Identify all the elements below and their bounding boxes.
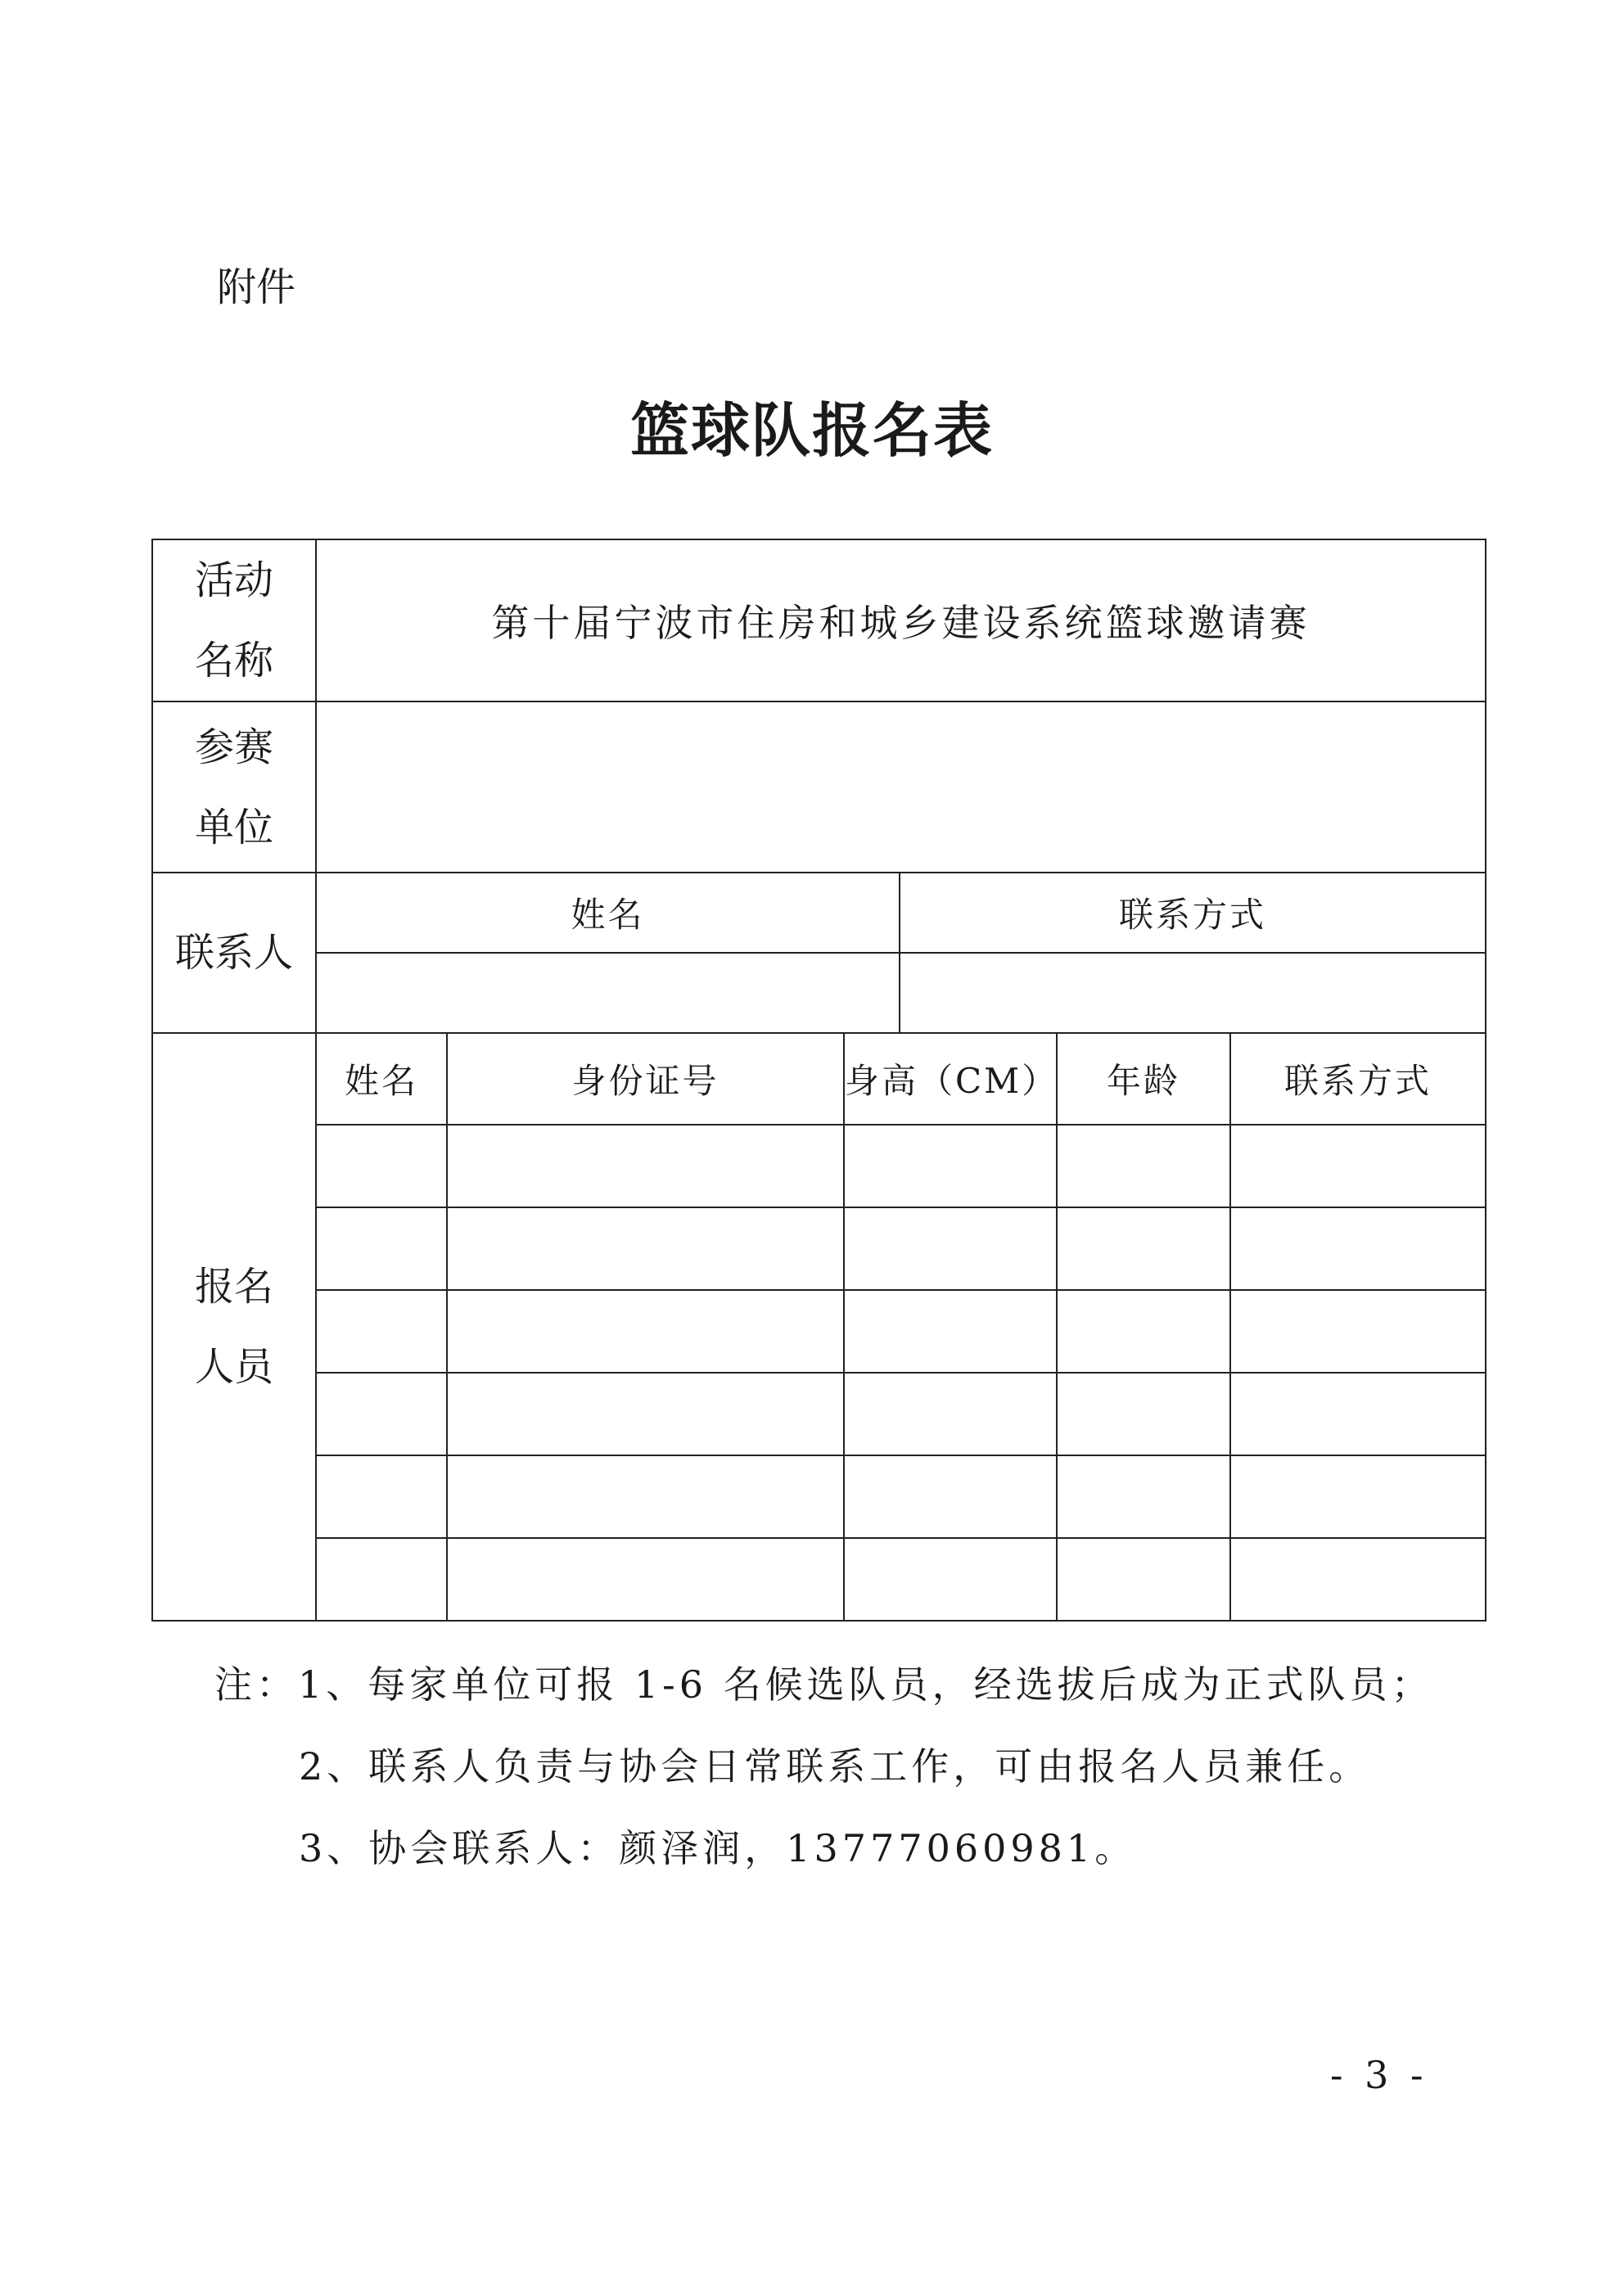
note-line-1: 注：1、每家单位可报 1-6 名候选队员，经选拔后成为正式队员； [214, 1662, 1433, 1707]
participating-unit-label [152, 701, 316, 873]
contact-phone-field[interactable] [900, 953, 1486, 1033]
member-age-cell[interactable] [1057, 1290, 1230, 1373]
member-id-number-cell[interactable] [447, 1373, 844, 1455]
registered-members-label-line1: 报名 [194, 1264, 273, 1310]
member-name-header: 姓名 [316, 1033, 447, 1125]
member-age-cell[interactable] [1057, 1538, 1230, 1621]
member-phone-cell[interactable] [1230, 1207, 1486, 1290]
note-line-3: 3、协会联系人：颜泽润，13777060981。 [299, 1826, 1137, 1870]
registered-members-label [152, 1033, 316, 1621]
event-name-label-line2: 名称 [194, 638, 273, 683]
event-name-label-line1: 活动 [194, 557, 273, 603]
member-row [152, 1125, 1486, 1207]
member-id-number-cell[interactable] [447, 1125, 844, 1207]
member-phone-cell[interactable] [1230, 1290, 1486, 1373]
member-height-cell[interactable] [844, 1125, 1057, 1207]
event-name-label [152, 539, 316, 701]
member-age-header: 年龄 [1057, 1033, 1230, 1125]
member-id-number-cell[interactable] [447, 1290, 844, 1373]
member-row [152, 1290, 1486, 1373]
member-id-number-header: 身份证号 [447, 1033, 844, 1125]
member-row [152, 1373, 1486, 1455]
page-number: - 3 - [1330, 2053, 1428, 2097]
form-title: 篮球队报名表 [629, 396, 994, 465]
registered-members-label-line2: 人员 [194, 1344, 273, 1390]
member-height-cell[interactable] [844, 1373, 1057, 1455]
member-phone-header: 联系方式 [1230, 1033, 1486, 1125]
member-name-cell[interactable] [316, 1538, 447, 1621]
member-name-cell[interactable] [316, 1207, 447, 1290]
member-name-cell[interactable] [316, 1290, 447, 1373]
member-row [152, 1455, 1486, 1538]
member-height-cell[interactable] [844, 1538, 1057, 1621]
contact-person-label: 联系人 [152, 873, 316, 1033]
member-height-cell[interactable] [844, 1207, 1057, 1290]
member-row [152, 1207, 1486, 1290]
member-height-cell[interactable] [844, 1455, 1057, 1538]
attachment-label: 附件 [217, 264, 296, 310]
member-phone-cell[interactable] [1230, 1125, 1486, 1207]
registration-form [151, 539, 1486, 1622]
member-id-number-cell[interactable] [447, 1538, 844, 1621]
member-id-number-cell[interactable] [447, 1455, 844, 1538]
member-age-cell[interactable] [1057, 1207, 1230, 1290]
member-age-cell[interactable] [1057, 1373, 1230, 1455]
member-phone-cell[interactable] [1230, 1373, 1486, 1455]
member-name-cell[interactable] [316, 1125, 447, 1207]
contact-phone-header: 联系方式 [900, 873, 1486, 953]
member-id-number-cell[interactable] [447, 1207, 844, 1290]
event-name-value: 第十届宁波市住房和城乡建设系统篮球邀请赛 [316, 539, 1486, 701]
member-age-cell[interactable] [1057, 1455, 1230, 1538]
member-age-cell[interactable] [1057, 1125, 1230, 1207]
member-height-cell[interactable] [844, 1290, 1057, 1373]
participating-unit-label-line2: 单位 [194, 804, 273, 850]
member-row [152, 1538, 1486, 1621]
member-phone-cell[interactable] [1230, 1455, 1486, 1538]
member-height-header: 身高（CM） [844, 1033, 1057, 1125]
note-line-2: 2、联系人负责与协会日常联系工作，可由报名人员兼任。 [299, 1744, 1371, 1789]
participating-unit-label-line1: 参赛 [194, 724, 273, 770]
participating-unit-field[interactable] [316, 701, 1486, 873]
contact-name-header: 姓名 [316, 873, 900, 953]
contact-name-field[interactable] [316, 953, 900, 1033]
member-name-cell[interactable] [316, 1455, 447, 1538]
member-name-cell[interactable] [316, 1373, 447, 1455]
member-phone-cell[interactable] [1230, 1538, 1486, 1621]
